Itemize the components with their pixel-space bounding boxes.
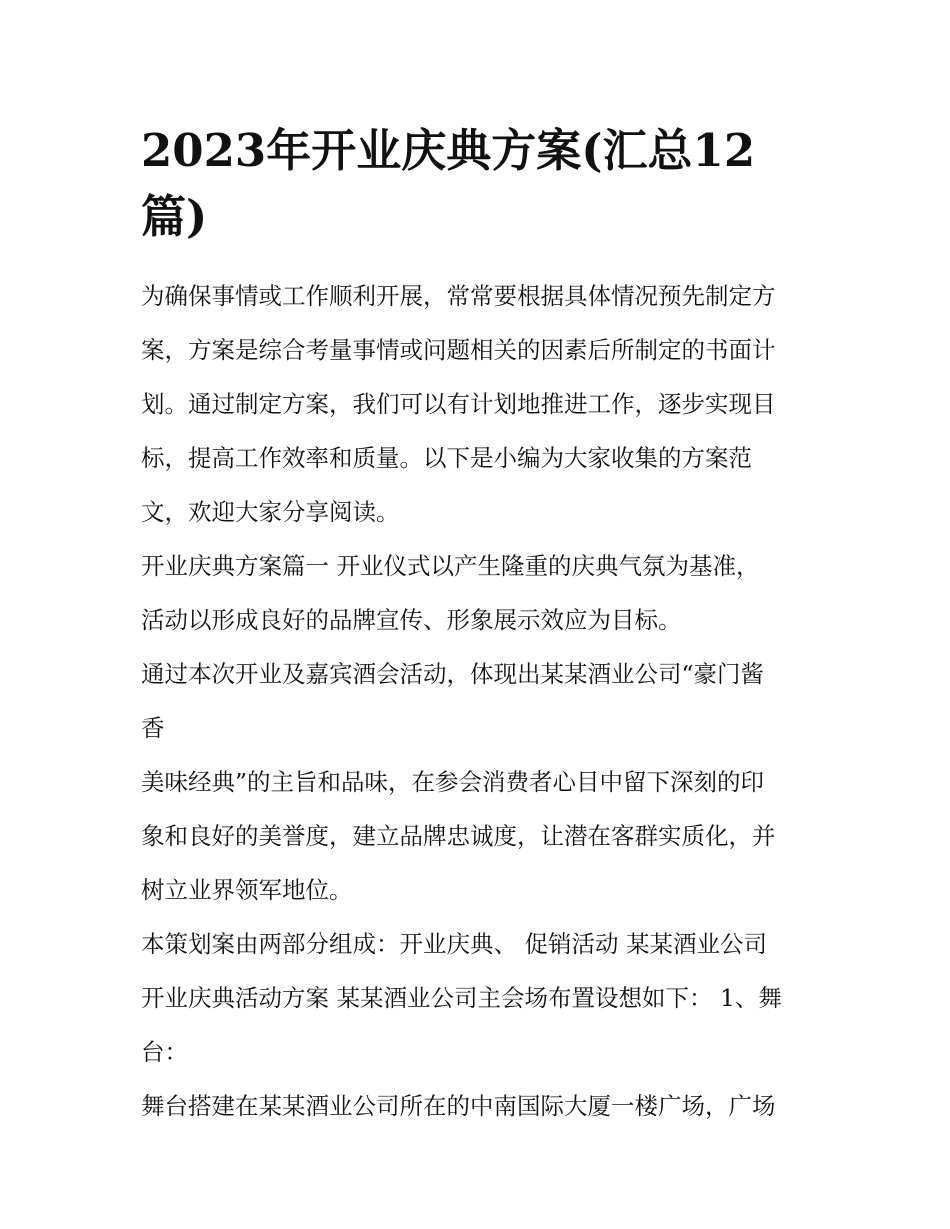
text-line: 为确保事情或工作顺利开展，常常要根据具体情况预先制定方 <box>141 282 776 310</box>
text-line: 标，提高工作效率和质量。以下是小编为大家收集的方案范 <box>141 444 752 472</box>
document-title-line-2: 篇) <box>141 190 208 243</box>
text-line: 台： <box>141 1038 188 1066</box>
paragraph-plan-structure <box>141 926 813 1070</box>
text-line: 象和良好的美誉度，建立品牌忠诚度，让潜在客群实质化，并 <box>141 822 776 850</box>
paragraph-opening-plan-one <box>141 548 813 638</box>
document-title-line-1: 2023年开业庆典方案(汇总12 <box>141 124 756 177</box>
paragraph-intro <box>141 278 813 530</box>
paragraph-event-purpose <box>141 656 813 746</box>
text-line: 开业庆典活动方案 某某酒业公司主会场布置设想如下： 1、舞 <box>141 984 782 1012</box>
document-page <box>141 118 813 1124</box>
paragraph-stage-setup <box>141 1088 813 1124</box>
text-line: 案，方案是综合考量事情或问题相关的因素后所制定的书面计 <box>141 336 776 364</box>
document-body <box>141 278 813 1124</box>
text-line: 树立业界领军地位。 <box>141 876 353 904</box>
text-line: 开业庆典方案篇一 开业仪式以产生隆重的庆典气氛为基准， <box>141 552 760 580</box>
text-line: 划。通过制定方案，我们可以有计划地推进工作，逐步实现目 <box>141 390 776 418</box>
text-line: 美味经典”的主旨和品味，在参会消费者心目中留下深刻的印 <box>141 768 765 796</box>
text-line: 本策划案由两部分组成：开业庆典、 促销活动 某某酒业公司 <box>141 930 767 958</box>
text-line: 活动以形成良好的品牌宣传、形象展示效应为目标。 <box>141 606 682 634</box>
text-line: 文，欢迎大家分享阅读。 <box>141 498 400 526</box>
text-line: 通过本次开业及嘉宾酒会活动，体现出某某酒业公司“豪门酱 <box>141 660 765 688</box>
document-title <box>141 118 813 250</box>
text-line: 舞台搭建在某某酒业公司所在的中南国际大厦一楼广场，广场 <box>141 1092 776 1120</box>
text-line: 香 <box>141 714 165 742</box>
paragraph-brand-goal <box>141 764 813 908</box>
